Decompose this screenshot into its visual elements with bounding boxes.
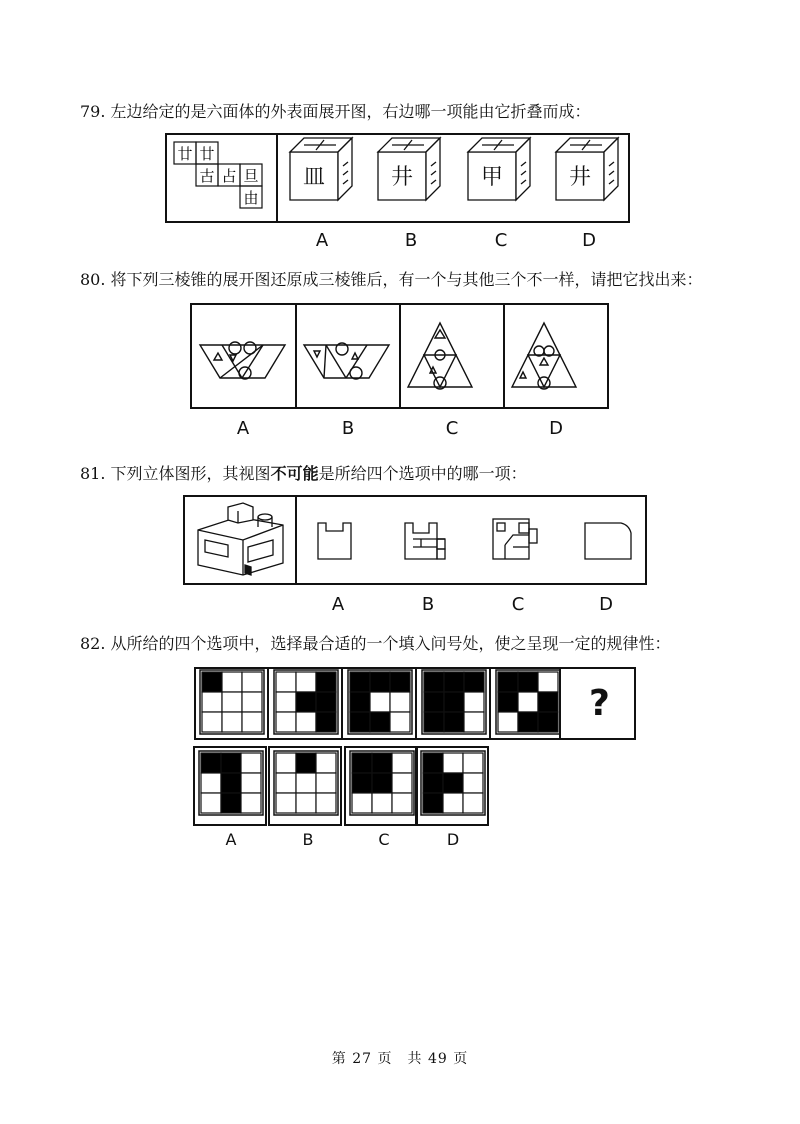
grid-cell [222, 672, 242, 692]
option-label: A [331, 594, 345, 615]
net-char: 旦 [243, 167, 259, 185]
grid-cell [423, 773, 443, 793]
grid-cell [296, 672, 316, 692]
grid-cell [352, 793, 372, 813]
grid-cell [221, 773, 241, 793]
question-number: 82. [80, 634, 106, 653]
sequence-grid [348, 670, 412, 734]
option-label: A [236, 418, 250, 439]
grid-cell [221, 753, 241, 773]
grid-cell [316, 773, 336, 793]
grid-cell [350, 712, 370, 732]
sequence-grid [274, 670, 338, 734]
grid-cell [316, 672, 336, 692]
grid-cell [202, 672, 222, 692]
grid-cell [276, 793, 296, 813]
net-char: 廿 [199, 145, 215, 163]
grid-cell [350, 692, 370, 712]
grid-cell [370, 712, 390, 732]
grid-cell [276, 753, 296, 773]
grid-cell [498, 712, 518, 732]
option-label: D [582, 230, 596, 251]
grid-cell [316, 712, 336, 732]
option-label: A [315, 230, 329, 251]
grid-cell [296, 773, 316, 793]
grid-cell [316, 692, 336, 712]
question-82 [80, 634, 671, 654]
grid-cell [296, 793, 316, 813]
grid-cell [518, 712, 538, 732]
option-label: D [599, 594, 613, 615]
grid-cell [242, 712, 262, 732]
grid-cell [392, 773, 412, 793]
q81-view-c [493, 519, 537, 559]
net-char: 由 [243, 189, 259, 207]
grid-cell [463, 753, 483, 773]
grid-cell [222, 692, 242, 712]
answer-grid [350, 751, 414, 815]
sequence-grid [496, 670, 560, 734]
q80-net-b [304, 343, 389, 379]
grid-cell [316, 753, 336, 773]
q80-net-c [408, 323, 472, 389]
grid-cell [444, 692, 464, 712]
grid-cell [390, 672, 410, 692]
cube-face-char: 甲 [480, 165, 504, 190]
question-text: 从所给的四个选项中，选择最合适的一个填入问号处，使之呈现一定的规律性： [110, 634, 671, 653]
net-char: 占 [221, 167, 237, 185]
answer-grid [199, 751, 263, 815]
page-footer: 第 27 页 共 49 页 [331, 1051, 469, 1067]
q80-net-d [512, 323, 576, 389]
grid-cell [242, 692, 262, 712]
grid-cell [242, 672, 262, 692]
sequence-grid [422, 670, 486, 734]
option-label: C [378, 830, 390, 849]
grid-cell [372, 753, 392, 773]
grid-cell [538, 712, 558, 732]
grid-cell [201, 773, 221, 793]
option-label: D [446, 830, 460, 849]
sequence-grid [200, 670, 264, 734]
q80-nets [190, 303, 610, 409]
grid-cell [372, 773, 392, 793]
grid-cell [390, 692, 410, 712]
grid-cell [201, 753, 221, 773]
grid-cell [538, 692, 558, 712]
option-label: B [404, 230, 418, 251]
grid-cell [464, 692, 484, 712]
q81-view-d [585, 523, 631, 559]
grid-cell [424, 692, 444, 712]
grid-cell [464, 672, 484, 692]
question-text-bold: 不可能 [270, 464, 319, 483]
grid-cell [464, 712, 484, 732]
grid-cell [276, 672, 296, 692]
grid-cell [518, 672, 538, 692]
question-text-before: 下列立体图形，其视图 [110, 464, 271, 483]
grid-cell [423, 753, 443, 773]
question-number: 79. [80, 102, 106, 121]
cube-option [290, 138, 352, 200]
q81-solid [198, 503, 283, 575]
grid-cell [296, 712, 316, 732]
grid-cell [392, 793, 412, 813]
grid-cell [241, 793, 261, 813]
question-81 [80, 464, 527, 484]
grid-cell [241, 753, 261, 773]
option-label: D [549, 418, 563, 439]
grid-cell [538, 672, 558, 692]
grid-cell [443, 753, 463, 773]
question-text: 将下列三棱锥的展开图还原成三棱锥后，有一个与其他三个不一样，请把它找出来： [110, 270, 703, 289]
grid-cell [518, 692, 538, 712]
grid-cell [352, 773, 372, 793]
grid-cell [201, 793, 221, 813]
answer-grid [274, 751, 338, 815]
answer-grid [421, 751, 485, 815]
grid-cell [221, 793, 241, 813]
option-label: B [341, 418, 355, 439]
grid-cell [202, 712, 222, 732]
grid-cell [463, 773, 483, 793]
grid-cell [424, 672, 444, 692]
grid-cell [222, 712, 242, 732]
grid-cell [443, 793, 463, 813]
grid-cell [352, 753, 372, 773]
option-label: A [225, 830, 237, 849]
q81-view-a [318, 523, 351, 559]
q82-answer-options [194, 747, 494, 827]
cube-option [468, 138, 530, 200]
question-80 [80, 270, 703, 290]
option-label: B [302, 830, 314, 849]
grid-cell [463, 793, 483, 813]
option-label: C [511, 594, 525, 615]
cube-option [556, 138, 618, 200]
grid-cell [498, 692, 518, 712]
cube-face-char: 井 [568, 165, 592, 190]
grid-cell [276, 773, 296, 793]
net-char: 廿 [177, 145, 193, 163]
question-text: 左边给定的是六面体的外表面展开图，右边哪一项能由它折叠而成： [110, 102, 591, 121]
grid-cell [390, 712, 410, 732]
grid-cell [296, 692, 316, 712]
question-79 [80, 102, 591, 122]
grid-cell [316, 793, 336, 813]
grid-cell [296, 753, 316, 773]
cube-face-char: 皿 [302, 165, 326, 190]
grid-cell [392, 753, 412, 773]
grid-cell [444, 672, 464, 692]
grid-cell [372, 793, 392, 813]
grid-cell [370, 672, 390, 692]
grid-cell [276, 692, 296, 712]
q81-figures [183, 495, 647, 585]
grid-cell [443, 773, 463, 793]
grid-cell [498, 672, 518, 692]
option-label: C [445, 418, 459, 439]
question-number: 81. [80, 464, 106, 483]
grid-cell [241, 773, 261, 793]
q80-net-a [200, 342, 285, 379]
grid-cell [444, 712, 464, 732]
grid-cell [424, 712, 444, 732]
q79-cube-options [280, 138, 630, 220]
question-mark: ? [589, 683, 610, 724]
option-label: C [494, 230, 508, 251]
grid-cell [276, 712, 296, 732]
grid-cell [370, 692, 390, 712]
question-number: 80. [80, 270, 106, 289]
grid-cell [423, 793, 443, 813]
grid-cell [202, 692, 222, 712]
q81-view-b [405, 523, 445, 559]
q79-cube-net [165, 133, 280, 223]
question-text-after: 是所给四个选项中的哪一项： [318, 464, 527, 483]
net-char: 古 [199, 167, 215, 185]
grid-cell [350, 672, 370, 692]
cube-option [378, 138, 440, 200]
cube-face-char: 井 [390, 165, 414, 190]
option-label: B [421, 594, 435, 615]
